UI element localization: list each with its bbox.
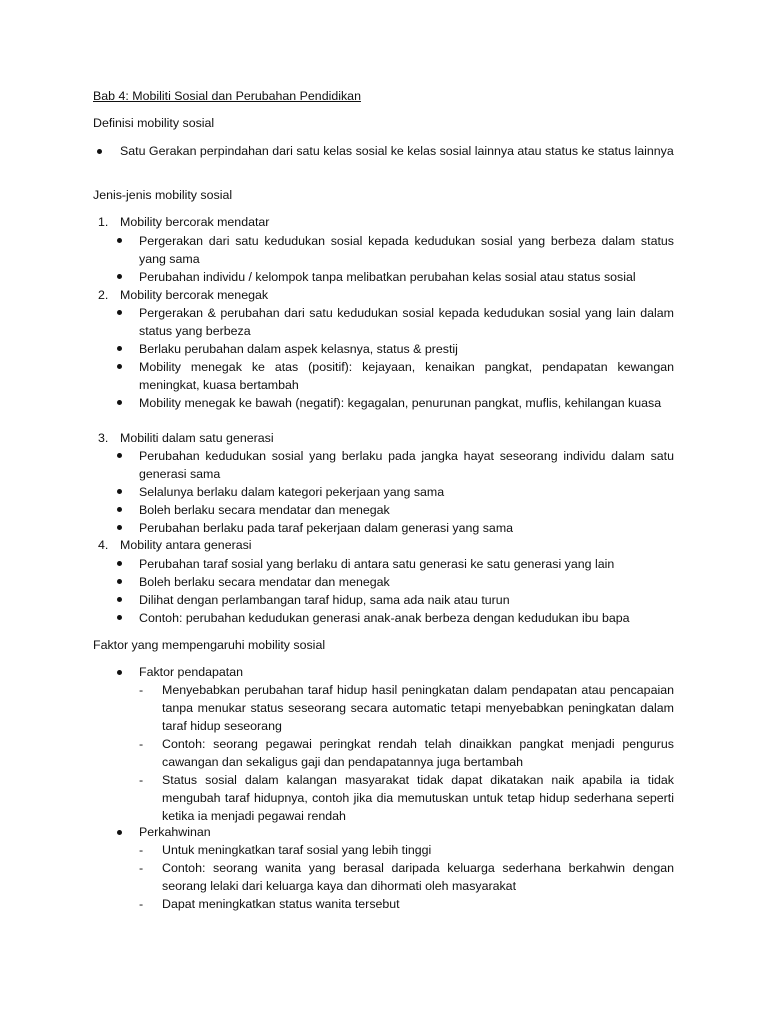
bullet-dot — [117, 507, 122, 512]
dash-marker: - — [139, 843, 144, 857]
types-item: Perubahan taraf sosial yang berlaku di antara satu generasi ke satu generasi yang lain — [139, 557, 615, 571]
types-group-label: Mobility antara generasi — [120, 538, 252, 552]
bullet-dot — [117, 364, 122, 369]
bullet-dot — [117, 238, 122, 243]
bullet-dot — [117, 274, 122, 279]
types-item: Boleh berlaku secara mendatar dan menegak — [139, 575, 390, 589]
types-group-number: 1. — [98, 215, 109, 229]
types-item: Pergerakan dari satu kedudukan sosial kepada kedudukan sosial yang berbeza dalam status yang sama — [139, 234, 674, 266]
bullet-dot — [117, 310, 122, 315]
bullet-dot — [117, 346, 122, 351]
dash-marker: - — [139, 737, 144, 751]
factor-item: Dapat meningkatkan status wanita tersebut — [162, 897, 400, 911]
bullet-dot — [117, 597, 122, 602]
types-item: Mobility menegak ke bawah (negatif): kegagalan, penurunan pangkat, muflis, kehilangan kuasa — [139, 396, 662, 410]
document-title: Bab 4: Mobiliti Sosial dan Perubahan Pendidikan — [93, 89, 361, 103]
factor-item: Contoh: seorang wanita yang berasal daripada keluarga sederhana berkahwin dengan seorang lelaki dari keluarga kaya dan dihormati oleh masyarakat — [162, 861, 674, 893]
bullet-dot — [117, 453, 122, 458]
dash-marker: - — [139, 773, 144, 787]
types-group-label: Mobiliti dalam satu generasi — [120, 431, 274, 445]
types-item: Dilihat dengan perlambangan taraf hidup, sama ada naik atau turun — [139, 593, 510, 607]
definition-item: Satu Gerakan perpindahan dari satu kelas sosial ke kelas sosial lainnya atau status ke status lainnya — [120, 144, 674, 158]
dash-marker: - — [139, 897, 144, 911]
bullet-dot — [117, 489, 122, 494]
factors-heading: Faktor yang mempengaruhi mobility sosial — [93, 638, 326, 652]
types-group-number: 2. — [98, 288, 109, 302]
factor-group-label: Faktor pendapatan — [139, 665, 244, 679]
definition-heading: Definisi mobility sosial — [93, 116, 215, 130]
dash-marker: - — [139, 683, 144, 697]
types-item: Pergerakan & perubahan dari satu kedudukan sosial kepada kedudukan sosial yang lain dalam status yang berbeza — [139, 306, 674, 338]
factor-group-label: Perkahwinan — [139, 825, 211, 839]
bullet-dot — [117, 525, 122, 530]
types-heading: Jenis-jenis mobility sosial — [93, 188, 233, 202]
bullet-dot — [117, 830, 122, 835]
types-item: Perubahan individu / kelompok tanpa melibatkan perubahan kelas sosial atau status sosial — [139, 270, 636, 284]
types-item: Perubahan berlaku pada taraf pekerjaan dalam generasi yang sama — [139, 521, 514, 535]
types-group-number: 3. — [98, 431, 109, 445]
dash-marker: - — [139, 861, 144, 875]
factor-item: Menyebabkan perubahan taraf hidup hasil peningkatan dalam pendapatan atau pencapaian tanpa menukar status seseorang secara automatic tetapi menyebabkan peningkatan dalam taraf hidup seseorang — [162, 683, 674, 733]
types-item: Berlaku perubahan dalam aspek kelasnya, status & prestij — [139, 342, 458, 356]
types-item: Boleh berlaku secara mendatar dan menegak — [139, 503, 390, 517]
factor-item: Untuk meningkatkan taraf sosial yang lebih tinggi — [162, 843, 432, 857]
types-group-number: 4. — [98, 538, 109, 552]
types-item: Perubahan kedudukan sosial yang berlaku pada jangka hayat seseorang individu dalam satu generasi sama — [139, 449, 674, 481]
types-item: Selalunya berlaku dalam kategori pekerjaan yang sama — [139, 485, 445, 499]
bullet-dot — [117, 400, 122, 405]
bullet-dot — [97, 149, 102, 154]
bullet-dot — [117, 579, 122, 584]
types-group-label: Mobility bercorak menegak — [120, 288, 269, 302]
types-item: Mobility menegak ke atas (positif): kejayaan, kenaikan pangkat, pendapatan kewangan meningkat, kuasa bertambah — [139, 360, 674, 392]
bullet-dot — [117, 670, 122, 675]
types-item: Contoh: perubahan kedudukan generasi anak-anak berbeza dengan kedudukan ibu bapa — [139, 611, 630, 625]
types-group-label: Mobility bercorak mendatar — [120, 215, 270, 229]
factor-item: Contoh: seorang pegawai peringkat rendah telah dinaikkan pangkat menjadi pengurus cawangan dan sekaligus gaji dan pendapatannya juga bertambah — [162, 737, 674, 769]
bullet-dot — [117, 561, 122, 566]
factor-item: Status sosial dalam kalangan masyarakat tidak dapat dikatakan naik apabila ia tidak mengubah taraf hidupnya, contoh jika dia memutuskan untuk tetap hidup sederhana seperti ketika ia menjadi pegawai rendah — [162, 773, 674, 823]
bullet-dot — [117, 615, 122, 620]
